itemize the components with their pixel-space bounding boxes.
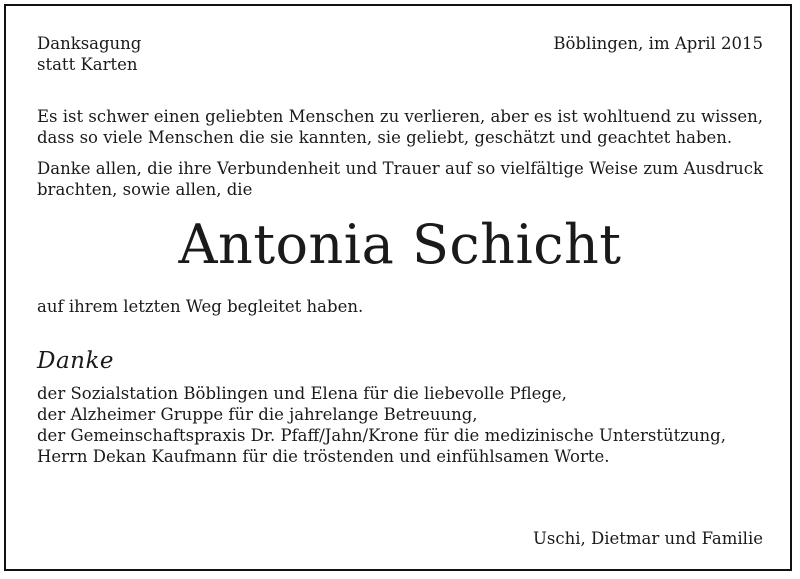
notice-type-line2: statt Karten [37,55,138,74]
signature: Uschi, Dietmar und Familie [533,529,763,548]
notice-type-line1: Danksagung [37,34,142,53]
thanks-list [37,383,763,467]
place-date: Böblingen, im April 2015 [553,34,763,53]
notice-content [37,33,763,484]
thanks-item: der Sozialstation Böblingen und Elena für die liebevolle Pflege, [37,384,567,403]
deceased-name: Antonia Schicht [178,213,622,276]
intro-paragraph: Es ist schwer einen geliebten Menschen zu verlieren, aber es ist wohltuend zu wissen, dass so viele Menschen die sie kannten, sie geliebt, geschätzt und geachtet haben. [37,107,763,147]
thanks-item: der Gemeinschaftspraxis Dr. Pfaff/Jahn/Krone für die medizinische Unterstützung, [37,426,726,445]
danke-heading: Danke [37,348,115,374]
closing-line: auf ihrem letzten Weg begleitet haben. [37,297,364,316]
thanks-item: Herrn Dekan Kaufmann für die tröstenden und einfühlsamen Worte. [37,447,610,466]
thanks-item: der Alzheimer Gruppe für die jahrelange Betreuung, [37,405,478,424]
notice-header [37,33,763,75]
notice-type [37,33,141,75]
thanks-paragraph: Danke allen, die ihre Verbundenheit und Trauer auf so vielfältige Weise zum Ausdruck brachten, sowie allen, die [37,159,763,199]
